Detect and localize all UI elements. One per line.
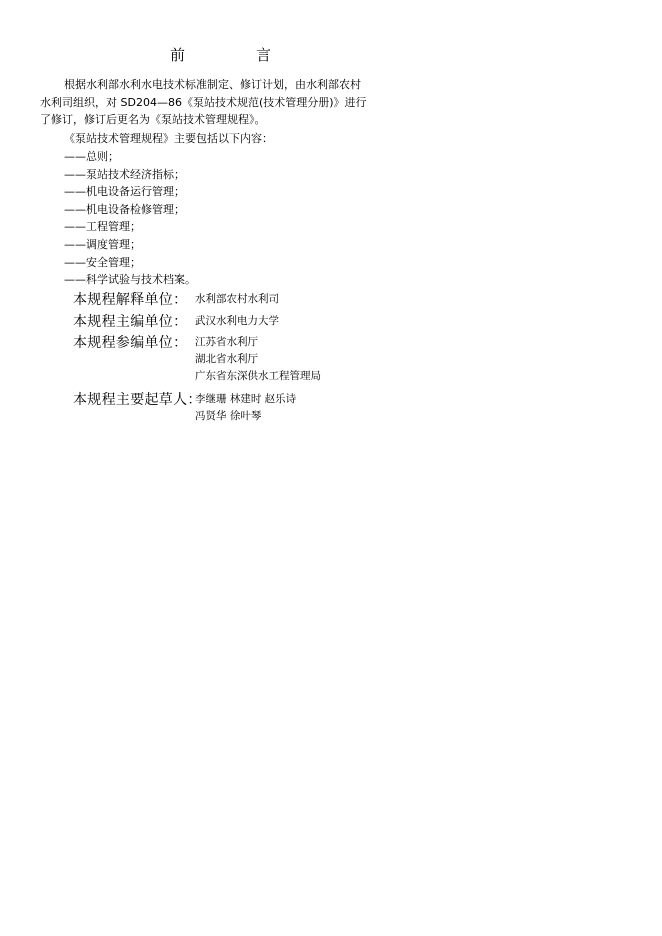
- interpreting-unit-row: [73, 289, 279, 309]
- chief-editor-unit-row: [73, 311, 279, 331]
- meta-label: 本规程主编单位：: [73, 314, 188, 330]
- list-item: ——调度管理；: [64, 237, 141, 251]
- contents-intro: 《泵站技术管理规程》主要包括以下内容：: [64, 132, 273, 145]
- intro-line: 根据水利部水利水电技术标准制定、修订计划，由水利部农村: [64, 78, 361, 91]
- list-item: ——机电设备检修管理；: [64, 202, 185, 216]
- meta-values: [195, 389, 296, 425]
- list-item: ——科学试验与技术档案。: [64, 273, 196, 287]
- meta-value: 李继珊 林建时 赵乐诗: [195, 393, 297, 405]
- meta-value: 冯贤华 徐叶琴: [195, 410, 262, 422]
- meta-value: 湖北省水利厅: [195, 353, 258, 365]
- intro-paragraph: [40, 76, 380, 129]
- meta-value: 水利部农村水利司: [195, 293, 279, 305]
- meta-label: 本规程解释单位：: [73, 292, 188, 308]
- list-item: ——泵站技术经济指标；: [64, 167, 185, 181]
- intro-line: 了修订，修订后更名为《泵站技术管理规程》。: [40, 113, 266, 126]
- meta-value: 江苏省水利厅: [195, 336, 258, 348]
- meta-values: [195, 311, 279, 330]
- participating-unit-row: [73, 332, 321, 385]
- main-drafters-row: [73, 389, 296, 425]
- meta-value: 广东省东深供水工程管理局: [195, 370, 321, 382]
- meta-value: 武汉水利电力大学: [195, 315, 279, 327]
- meta-values: [195, 289, 279, 308]
- list-item: ——安全管理；: [64, 255, 141, 269]
- contents-list: [64, 148, 196, 289]
- list-item: ——总则；: [64, 150, 119, 163]
- meta-label: 本规程参编单位：: [73, 335, 188, 351]
- meta-values: [195, 332, 321, 385]
- meta-label: 本规程主要起草人：: [73, 392, 202, 408]
- list-item: ——机电设备运行管理；: [64, 185, 185, 199]
- page-title: 前 言: [170, 46, 300, 64]
- intro-line: 水利司组织，对 SD204—86《泵站技术规范(技术管理分册)》进行: [40, 95, 367, 109]
- list-item: ——工程管理；: [64, 220, 141, 234]
